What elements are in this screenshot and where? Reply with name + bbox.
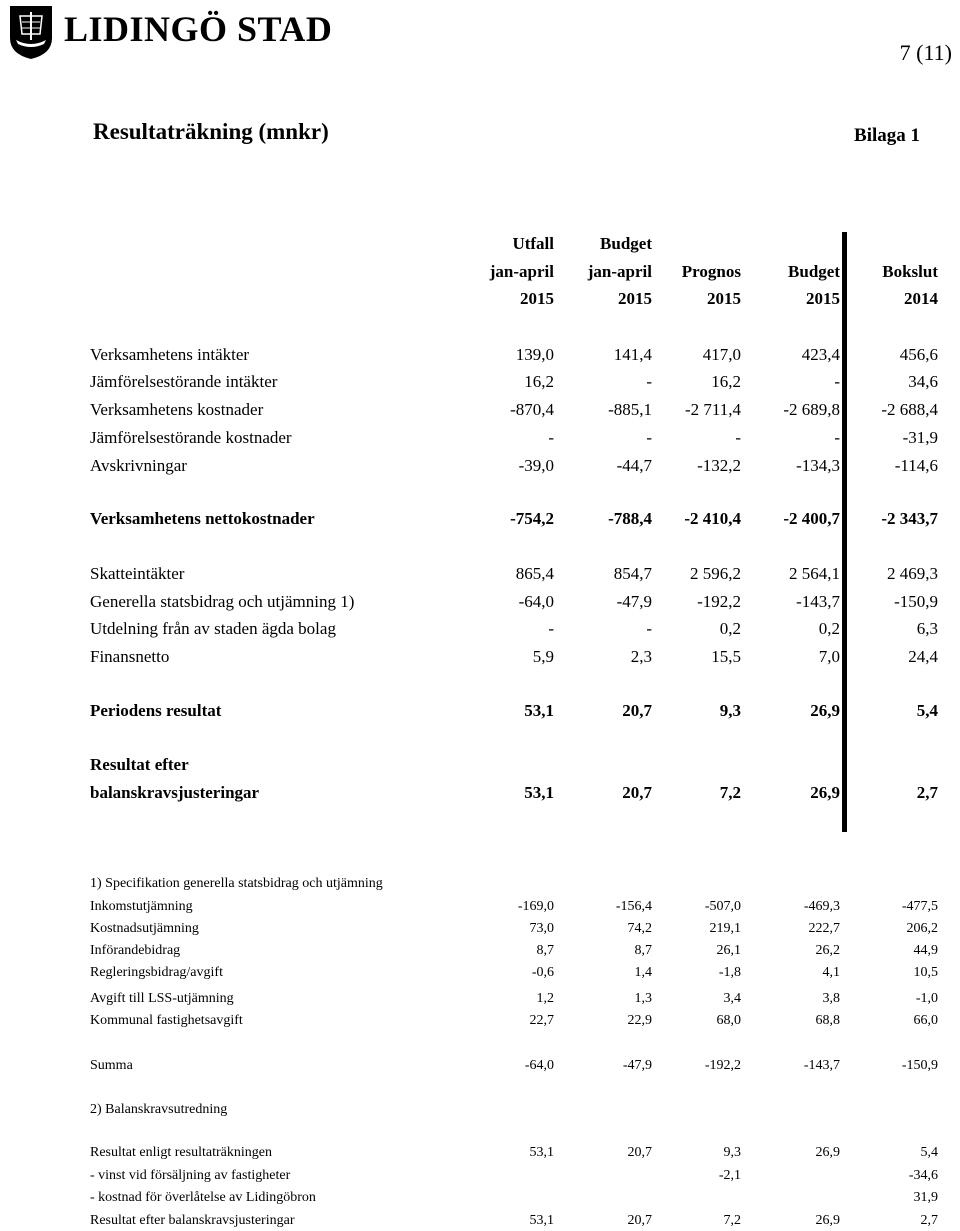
note-row-label: Resultat efter balanskravsjusteringar [90,1213,295,1228]
row-value: 865,4 [515,564,554,583]
row-value: - [646,372,652,391]
row-value: 7,0 [818,647,840,666]
row-value: -2 400,7 [783,509,840,528]
note-row-label: - kostnad för överlåtelse av Lidingöbron [90,1190,316,1205]
note-row-label: Regleringsbidrag/avgift [90,965,223,980]
row-label: Skatteintäkter [90,564,185,583]
note-row-value: 20,7 [627,1145,652,1160]
note-row-value: 74,2 [627,921,652,936]
row-value: - [735,428,741,447]
note-row-value: 26,9 [815,1213,840,1228]
row-value: 16,2 [524,372,554,391]
row-value: - [646,619,652,638]
row-value: 7,2 [719,783,741,802]
row-label: Verksamhetens kostnader [90,400,264,419]
page-number: 7 (11) [899,40,952,65]
row-value: -44,7 [616,456,652,475]
note-row-label: Kommunal fastighetsavgift [90,1013,243,1028]
column-header-line: 2015 [618,289,652,308]
note-row-value: 5,4 [920,1145,938,1160]
row-value: 26,9 [810,783,840,802]
note-row-label: - vinst vid försäljning av fastigheter [90,1168,291,1183]
row-value: -192,2 [697,592,741,611]
row-value: -114,6 [894,456,938,475]
row-value: 2 596,2 [690,564,741,583]
row-label: Jämförelsestörande intäkter [90,372,278,391]
note-row-value: 3,4 [723,991,741,1006]
note-heading: 1) Specifikation generella statsbidrag och utjämning [90,876,383,891]
note-row-value: 8,7 [634,943,652,958]
note-row-value: 73,0 [529,921,554,936]
row-value: - [548,619,554,638]
note-row-value: 10,5 [913,965,938,980]
column-header-line: 2015 [806,289,840,308]
row-label: Utdelning från av staden ägda bolag [90,619,336,638]
note-row-value: -34,6 [908,1168,938,1183]
column-header-line: Budget [600,234,652,253]
column-header-line: Utfall [512,234,554,253]
row-value: 9,3 [719,701,741,720]
note-row-value: 22,9 [627,1013,652,1028]
row-value: 2,3 [630,647,652,666]
row-value: 53,1 [524,783,554,802]
row-value: 0,2 [719,619,741,638]
note-row-value: 26,2 [815,943,840,958]
row-value: 139,0 [515,345,554,364]
row-value: -47,9 [616,592,652,611]
note-row-value: 4,1 [822,965,840,980]
row-label: balanskravsjusteringar [90,783,260,802]
note-row-value: -1,8 [718,965,741,980]
row-value: - [834,428,840,447]
note-row-value: 219,1 [709,921,741,936]
note-row-value: 44,9 [913,943,938,958]
note-row-value: -507,0 [704,899,741,914]
row-value: -870,4 [510,400,554,419]
note-row-value: -156,4 [615,899,652,914]
row-value: 141,4 [613,345,652,364]
row-label: Avskrivningar [90,456,187,475]
row-value: -2 689,8 [783,400,840,419]
city-logo [6,4,333,60]
row-value: 20,7 [622,701,652,720]
note-row-value: 53,1 [529,1213,554,1228]
note-row-value: 8,7 [536,943,554,958]
column-header-line: jan-april [489,262,554,281]
row-value: 24,4 [908,647,938,666]
note-row-value: 22,7 [529,1013,554,1028]
appendix-label: Bilaga 1 [854,125,920,146]
note-row-value: 1,4 [634,965,652,980]
row-value: 16,2 [711,372,741,391]
note-row-value: -150,9 [901,1058,938,1073]
note-row-value: -169,0 [517,899,554,914]
row-value: -143,7 [796,592,840,611]
row-value: -39,0 [518,456,554,475]
row-value: -134,3 [796,456,840,475]
row-value: 34,6 [908,372,938,391]
row-value: 5,9 [532,647,554,666]
row-value: -2 711,4 [684,400,741,419]
row-value: 456,6 [899,345,938,364]
column-header-line: 2014 [904,289,938,308]
note-row-label: Summa [90,1058,133,1073]
row-label: Finansnetto [90,647,170,666]
note-row-value: 1,2 [536,991,554,1006]
row-label: Resultat efter [90,755,189,774]
row-value: -132,2 [697,456,741,475]
note-row-label: Kostnadsutjämning [90,921,199,936]
row-value: 15,5 [711,647,741,666]
note-heading: 2) Balanskravsutredning [90,1102,228,1117]
note-row-value: -192,2 [704,1058,741,1073]
row-value: 854,7 [613,564,652,583]
column-header-line: 2015 [520,289,554,308]
note-row-value: 68,0 [716,1013,741,1028]
column-header-line: Bokslut [882,262,938,281]
row-label: Jämförelsestörande kostnader [90,428,292,447]
row-value: 53,1 [524,701,554,720]
note-row-value: 2,7 [920,1213,938,1228]
note-row-value: 26,9 [815,1145,840,1160]
row-value: -64,0 [518,592,554,611]
note-row-label: Inkomstutjämning [90,899,193,914]
note-row-value: -0,6 [531,965,554,980]
note-row-value: 222,7 [808,921,840,936]
note-row-value: -2,1 [718,1168,741,1183]
note-row-value: 53,1 [529,1145,554,1160]
note-row-value: -64,0 [524,1058,554,1073]
row-value: 5,4 [916,701,938,720]
note-row-value: 3,8 [822,991,840,1006]
note-row-label: Avgift till LSS-utjämning [90,991,234,1006]
column-header-line: jan-april [587,262,652,281]
note-row-value: 7,2 [723,1213,741,1228]
row-label: Generella statsbidrag och utjämning 1) [90,592,355,611]
note-row-value: 66,0 [913,1013,938,1028]
row-label: Verksamhetens nettokostnader [90,509,315,528]
row-value: 2 469,3 [887,564,938,583]
row-label: Periodens resultat [90,701,222,720]
column-header-line: Prognos [681,262,741,281]
row-value: - [646,428,652,447]
note-row-value: 206,2 [906,921,938,936]
note-row-value: 68,8 [815,1013,840,1028]
page-title: Resultaträkning (mnkr) [93,119,329,144]
note-row-label: Resultat enligt resultaträkningen [90,1145,272,1160]
note-row-value: -469,3 [803,899,840,914]
note-row-label: Införandebidrag [90,943,181,958]
row-value: -150,9 [894,592,938,611]
row-value: 2,7 [916,783,938,802]
note-row-value: 1,3 [634,991,652,1006]
row-value: 20,7 [622,783,652,802]
row-value: - [548,428,554,447]
note-row-value: 20,7 [627,1213,652,1228]
row-value: -2 343,7 [881,509,938,528]
note-row-value: 26,1 [716,943,741,958]
column-header-line: 2015 [707,289,741,308]
note-row-value: -1,0 [915,991,938,1006]
row-value: -788,4 [608,509,652,528]
row-value: -2 410,4 [684,509,741,528]
row-value: 2 564,1 [789,564,840,583]
column-divider [842,232,847,832]
row-value: -2 688,4 [881,400,938,419]
note-row-value: 9,3 [723,1145,741,1160]
brand-name: LIDINGÖ STAD [64,9,333,49]
viking-ship-icon [6,4,56,60]
row-value: -754,2 [510,509,554,528]
note-row-value: -477,5 [901,899,938,914]
row-value: 26,9 [810,701,840,720]
row-value: 6,3 [916,619,938,638]
row-value: 423,4 [801,345,840,364]
note-row-value: 31,9 [913,1190,938,1205]
row-label: Verksamhetens intäkter [90,345,250,364]
note-row-value: -143,7 [803,1058,840,1073]
column-header-line: Budget [788,262,840,281]
note-row-value: -47,9 [622,1058,652,1073]
row-value: 417,0 [702,345,741,364]
row-value: 0,2 [818,619,840,638]
row-value: -885,1 [608,400,652,419]
row-value: -31,9 [902,428,938,447]
row-value: - [834,372,840,391]
